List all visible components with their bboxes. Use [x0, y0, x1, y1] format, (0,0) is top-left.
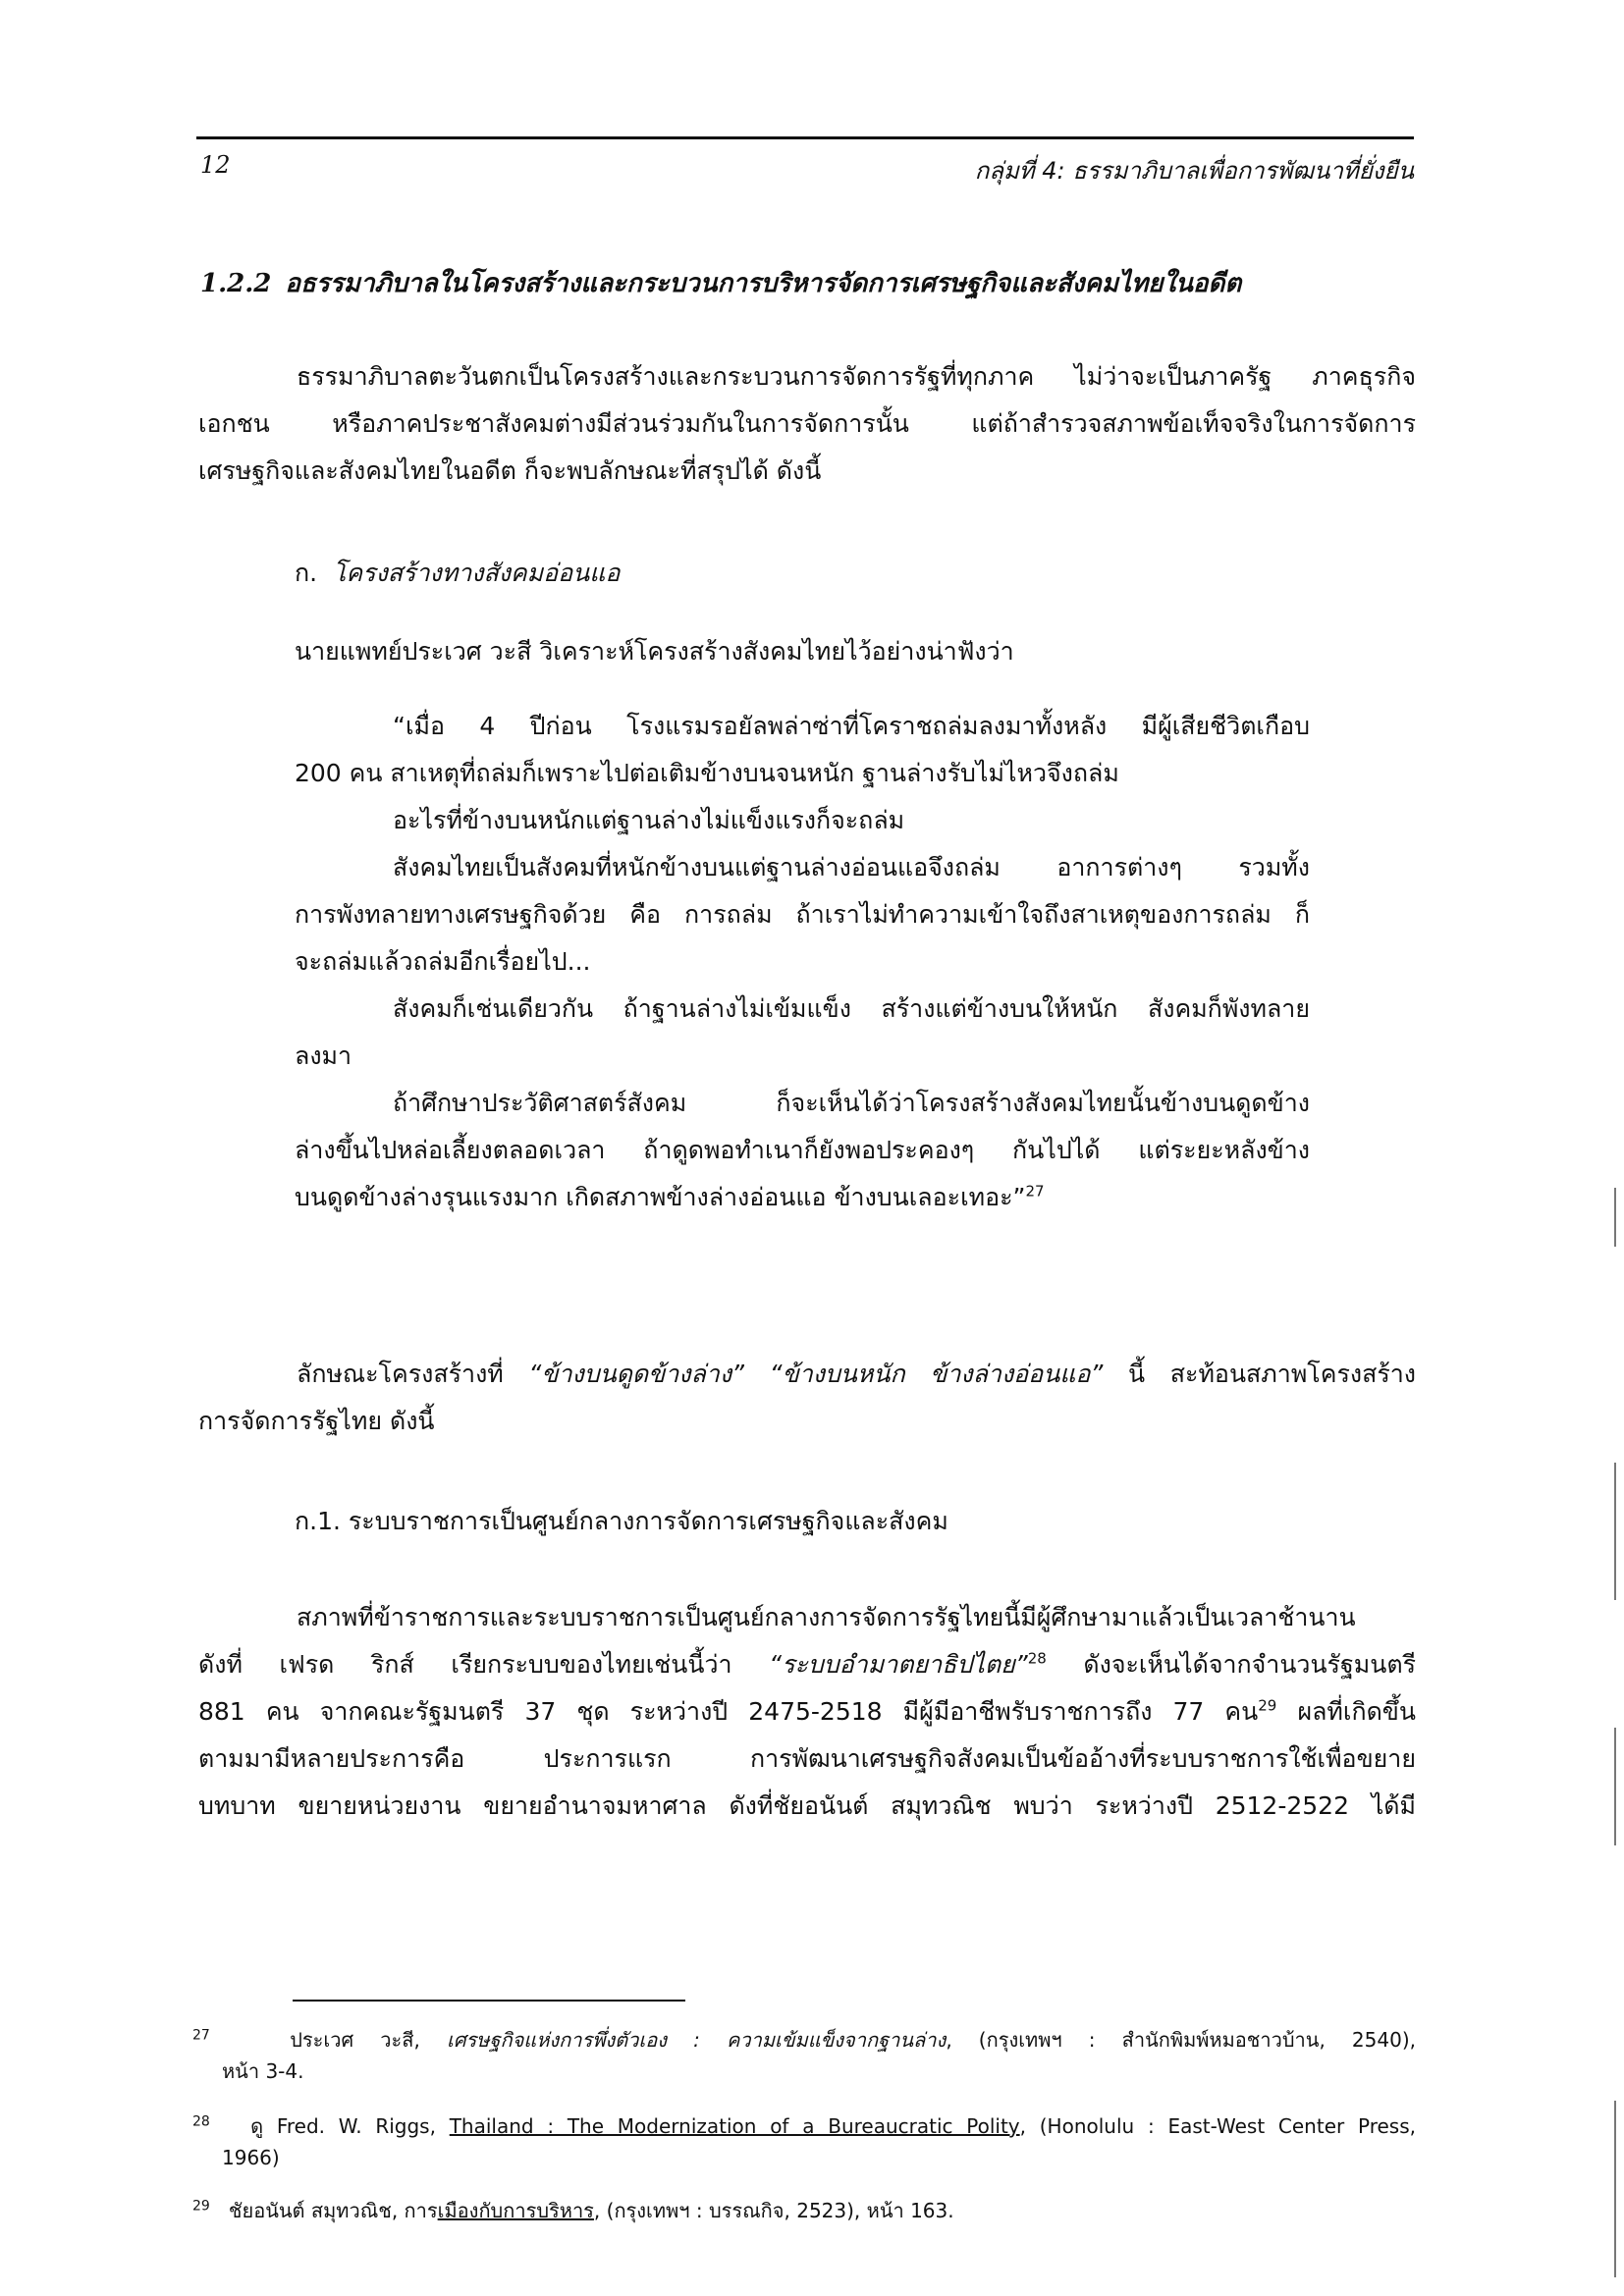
- summary-paragraph: [198, 1351, 1416, 1445]
- intro-paragraph: [198, 353, 1416, 495]
- subsection-a-title: โครงสร้างทางสังคมอ่อนแอ: [333, 559, 621, 587]
- section-heading: [200, 270, 1241, 298]
- body-line: [198, 1641, 1416, 1688]
- footnote-29-author: ชัยอนันต์ สมุทวณิช, การ: [228, 2199, 438, 2222]
- body-line: สภาพที่ข้าราชการและระบบราชการเป็นศูนย์กลางการจัดการรัฐไทยนี้มีผู้ศึกษามาแล้วเป็นเวลาช้านาน: [297, 1603, 1356, 1631]
- quote-line: ล่างขึ้นไปหล่อเลี้ยงตลอดเวลา ถ้าดูดพอทำเนาก็ยังพอประคองๆ กันไปได้ แต่ระยะหลังข้าง: [295, 1136, 1310, 1164]
- subsection-a-label: ก.: [295, 559, 318, 587]
- footnote-27: [192, 2024, 1416, 2087]
- body-line: บทบาท ขยายหน่วยงาน ขยายอำนาจมหาศาล ดังที่ชัยอนันต์ สมุทวณิช พบว่า ระหว่างปี 2512-2522 ได้มี: [198, 1791, 1416, 1820]
- footnote-28: [192, 2110, 1416, 2173]
- section-title: อธรรมาภิบาลในโครงสร้างและกระบวนการบริหารจัดการเศรษฐกิจและสังคมไทยในอดีต: [285, 269, 1242, 298]
- summary-line-2: การจัดการรัฐไทย ดังนี้: [198, 1407, 435, 1435]
- footnote-28-publisher: , (Honolulu : East-West Center Press,: [1019, 2114, 1416, 2138]
- footnote-ref-29: 29: [1258, 1696, 1277, 1715]
- quote-line: สังคมไทยเป็นสังคมที่หนักข้างบนแต่ฐานล่างอ่อนแอจึงถล่ม อาการต่างๆ รวมทั้ง: [393, 853, 1310, 881]
- summary-phrase-1: “ข้างบนดูดข้างล่าง”: [528, 1360, 744, 1388]
- footnote-27-number: 27: [192, 2027, 210, 2044]
- subsection-a1-heading: ก.1. ระบบราชการเป็นศูนย์กลางการจัดการเศรษฐกิจและสังคม: [295, 1507, 948, 1535]
- section-number: 1.2.2: [200, 269, 272, 298]
- intro-line: ธรรมาภิบาลตะวันตกเป็นโครงสร้างและกระบวนการจัดการรัฐที่ทุกภาค ไม่ว่าจะเป็นภาครัฐ ภาคธุรกิจ: [297, 362, 1416, 391]
- scan-mark: [1614, 2101, 1616, 2277]
- footnote-rule: [293, 2000, 685, 2002]
- footnote-28-author: ดู Fred. W. Riggs,: [250, 2114, 450, 2138]
- block-quote: [295, 703, 1310, 1221]
- footnote-29: [192, 2195, 1416, 2226]
- body-line: ตามมามีหลายประการคือ ประการแรก การพัฒนาเศรษฐกิจสังคมเป็นข้ออ้างที่ระบบราชการใช้เพื่อขยาย: [198, 1744, 1416, 1773]
- footnote-28-line-1: [192, 2110, 1416, 2142]
- quote-line: [295, 1174, 1310, 1221]
- page-number: 12: [200, 151, 231, 179]
- quote-line: จะถล่มแล้วถล่มอีกเรื่อยไป...: [295, 947, 591, 976]
- quote-line: 200 คน สาเหตุที่ถล่มก็เพราะไปต่อเติมข้างบนจนหนัก ฐานล่างรับไม่ไหวจึงถล่ม: [295, 759, 1119, 787]
- quote-line: ถ้าศึกษาประวัติศาสตร์สังคม ก็จะเห็นได้ว่าโครงสร้างสังคมไทยนั้นข้างบนดูดข้าง: [393, 1089, 1310, 1117]
- summary-phrase-2: “ข้างบนหนัก ข้างล่างอ่อนแอ”: [769, 1360, 1104, 1388]
- footnote-27-author: ประเวศ วะสี,: [290, 2028, 447, 2052]
- term-amatayathipatai: “ระบบอำมาตยาธิปไตย”: [769, 1650, 1028, 1679]
- footnote-27-line-1: [192, 2024, 1416, 2056]
- footnote-27-publisher: , (กรุงเทพฯ : สำนักพิมพ์หมอชาวบ้าน, 2540),: [946, 2028, 1416, 2052]
- summary-pre: ลักษณะโครงสร้างที่: [297, 1360, 529, 1388]
- body-line-2-pre: ดังที่ เฟรด ริกส์ เรียกระบบของไทยเช่นนี้ว่า: [198, 1650, 770, 1679]
- footnote-28-line-2: 1966): [222, 2146, 280, 2169]
- footnote-29-title: เมืองกับการบริหาร: [437, 2199, 594, 2222]
- quote-line: การพังทลายทางเศรษฐกิจด้วย คือ การถล่ม ถ้าเราไม่ทำความเข้าใจถึงสาเหตุของการถล่ม ก็: [295, 900, 1310, 929]
- footnote-ref-28: 28: [1027, 1649, 1047, 1668]
- footnote-28-title: Thailand : The Modernization of a Bureaucratic Polity: [449, 2114, 1020, 2138]
- header-rule: [196, 136, 1414, 139]
- quote-line: ลงมา: [295, 1041, 352, 1070]
- body-paragraph-2: [198, 1594, 1416, 1830]
- intro-line: เอกชน หรือภาคประชาสังคมต่างมีส่วนร่วมกันในการจัดการนั้น แต่ถ้าสำรวจสภาพข้อเท็จจริงในการจัดการ: [198, 409, 1416, 438]
- footnote-29-number: 29: [192, 2198, 210, 2215]
- summary-line: [198, 1351, 1416, 1398]
- summary-post: นี้ สะท้อนสภาพโครงสร้าง: [1103, 1360, 1417, 1388]
- quote-intro: นายแพทย์ประเวศ วะสี วิเคราะห์โครงสร้างสังคมไทยไว้อย่างน่าฟังว่า: [295, 637, 1014, 666]
- body-line-3-pre: 881 คน จากคณะรัฐมนตรี 37 ชุด ระหว่างปี 2475-2518 มีผู้มีอาชีพรับราชการถึง 77 คน: [198, 1697, 1259, 1726]
- footnote-28-number: 28: [192, 2113, 210, 2130]
- scan-mark: [1614, 1728, 1616, 1845]
- quote-last-text: บนดูดข้างล่างรุนแรงมาก เกิดสภาพข้างล่างอ่อนแอ ข้างบนเลอะเทอะ”: [295, 1183, 1026, 1211]
- scan-mark: [1614, 1188, 1616, 1247]
- footnote-29-publisher: , (กรุงเทพฯ : บรรณกิจ, 2523), หน้า 163.: [593, 2199, 954, 2222]
- footnote-27-line-2: หน้า 3-4.: [222, 2059, 304, 2083]
- quote-line: “เมื่อ 4 ปีก่อน โรงแรมรอยัลพล่าซ่าที่โคราชถล่มลงมาทั้งหลัง มีผู้เสียชีวิตเกือบ: [393, 712, 1310, 740]
- quote-line: สังคมก็เช่นเดียวกัน ถ้าฐานล่างไม่เข้มแข็ง สร้างแต่ข้างบนให้หนัก สังคมก็พังทลาย: [393, 994, 1310, 1023]
- scan-mark: [1614, 1463, 1616, 1600]
- subsection-a-heading: [295, 560, 620, 587]
- footnote-29-line-1: [192, 2195, 1416, 2226]
- footnote-ref-27: 27: [1025, 1182, 1045, 1201]
- footnote-27-title: เศรษฐกิจแห่งการพึ่งตัวเอง : ความเข้มแข็งจากฐานล่าง: [446, 2028, 947, 2052]
- running-title: กลุ่มที่ 4: ธรรมาภิบาลเพื่อการพัฒนาที่ยั่งยืน: [974, 157, 1414, 185]
- body-line: [198, 1688, 1416, 1735]
- body-line-2-post: ดังจะเห็นได้จากจำนวนรัฐมนตรี: [1046, 1650, 1417, 1679]
- intro-line: เศรษฐกิจและสังคมไทยในอดีต ก็จะพบลักษณะที่สรุปได้ ดังนี้: [198, 456, 822, 485]
- body-line-3-post: ผลที่เกิดขึ้น: [1276, 1697, 1416, 1726]
- quote-line: อะไรที่ข้างบนหนักแต่ฐานล่างไม่แข็งแรงก็จะถล่ม: [393, 806, 905, 834]
